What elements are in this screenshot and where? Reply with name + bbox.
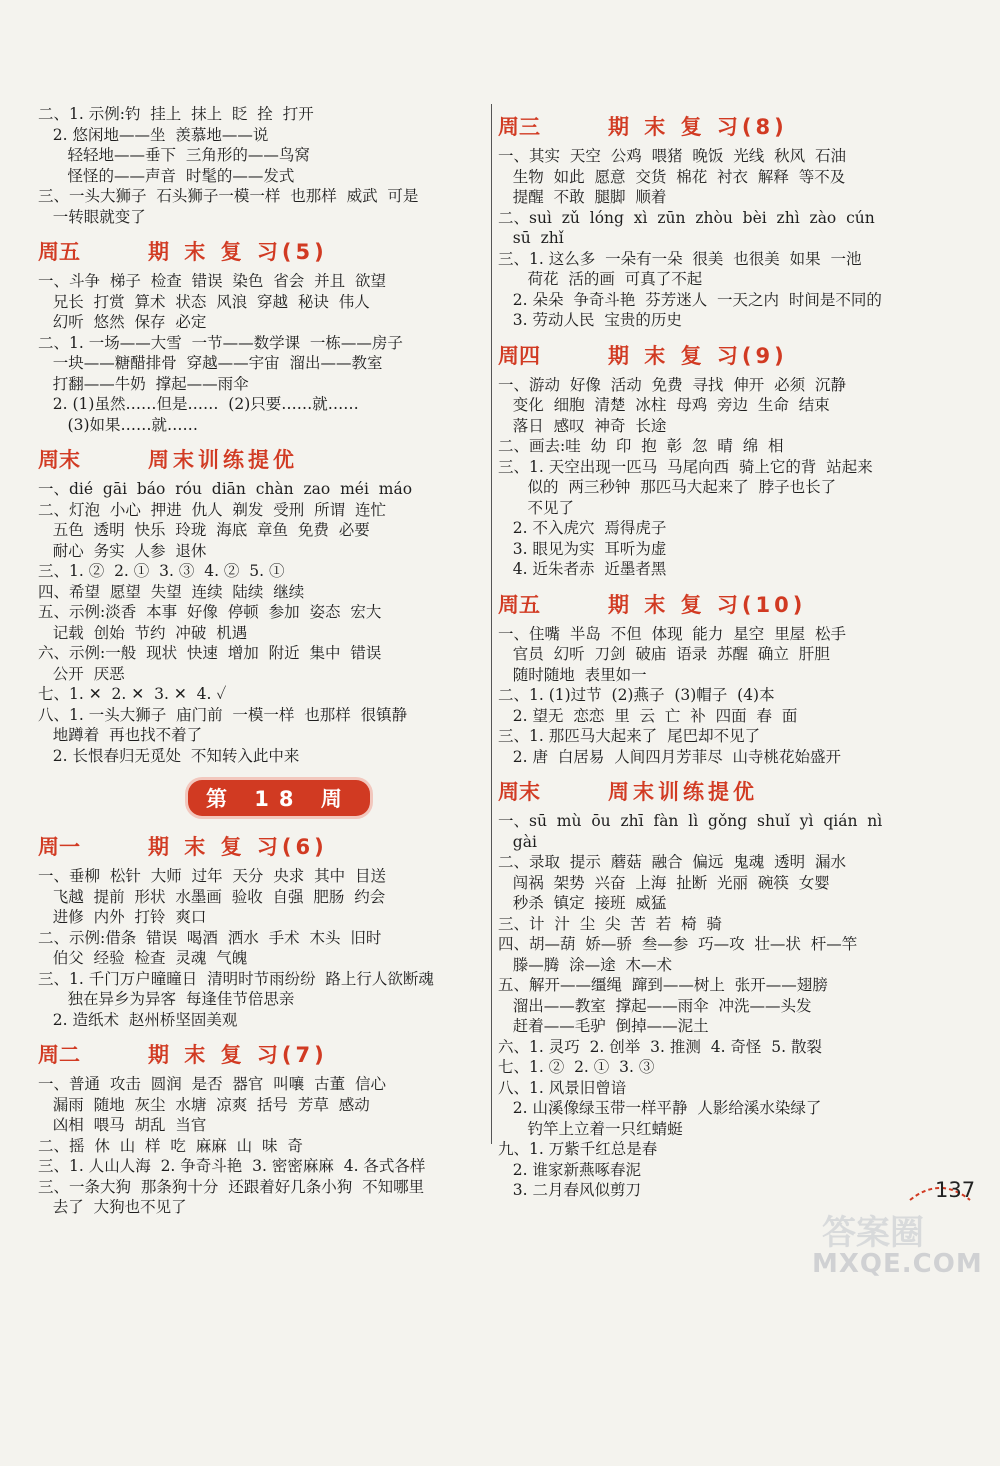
answer-line: 耐心 务实 人参 退休 <box>38 541 207 560</box>
answer-line: 三、1. 天空出现一匹马 马尾向西 骑上它的背 站起来 <box>498 457 873 476</box>
answer-line: 怪怪的——声音 时髦的——发式 <box>38 166 295 185</box>
answer-line: 四、希望 愿望 失望 连续 陆续 继续 <box>38 582 305 601</box>
answer-line: 七、1. ✕ 2. ✕ 3. ✕ 4. ✓ <box>38 685 227 703</box>
section-day: 周三 <box>498 115 540 139</box>
answer-line: 八、1. 一头大狮子 庙门前 一模一样 也那样 很镇静 <box>38 705 408 724</box>
answer-line: 一、sū mù ōu zhī fàn lì gǒng shuǐ yì qián nì <box>498 812 883 830</box>
answer-lines <box>498 811 948 1201</box>
answer-line: 2. (1)虽然……但是…… (2)只要……就…… <box>38 395 359 413</box>
section-title: 期 末 复 习(8) <box>608 115 788 139</box>
section-title: 期 末 复 习(7) <box>148 1043 328 1067</box>
answer-section <box>38 828 490 1030</box>
answer-section <box>38 233 490 435</box>
answer-line: 2. 山溪像绿玉带一样平静 人影给溪水染绿了 <box>498 1099 822 1117</box>
answer-line: 地蹲着 再也找不着了 <box>38 726 203 744</box>
answer-line: 2. 不入虎穴 焉得虎子 <box>498 519 667 537</box>
answer-line: 三、1. 千门万户曈曈日 清明时节雨纷纷 路上行人欲断魂 <box>38 969 434 988</box>
answer-line: 独在异乡为异客 每逢佳节倍思亲 <box>38 990 295 1008</box>
answer-line: 一转眼就变了 <box>38 207 146 226</box>
answer-line: 五色 透明 快乐 玲珑 海底 章鱼 免费 必要 <box>38 521 370 539</box>
answer-lines <box>38 271 490 435</box>
watermark-text: MXQE.COM <box>812 1249 983 1279</box>
answer-lines <box>498 375 948 580</box>
answer-line: 荷花 活的画 可真了不起 <box>498 270 703 288</box>
answer-line: 不见了 <box>498 498 575 517</box>
answer-line: 一、垂柳 松针 大师 过年 天分 央求 其中 目送 <box>38 867 386 885</box>
answer-section <box>498 773 948 1201</box>
section-day: 周末 <box>498 780 540 804</box>
answer-line: 赶着——毛驴 倒掉——泥土 <box>498 1017 709 1035</box>
answer-line: 随时随地 表里如一 <box>498 665 647 684</box>
answer-section <box>498 337 948 580</box>
section-header <box>498 108 948 144</box>
answer-line: 4. 近朱者赤 近墨者黑 <box>498 560 667 578</box>
section-title: 期 末 复 习(10) <box>608 592 807 617</box>
section-day: 周一 <box>38 835 80 859</box>
answer-line: 2. 长恨春归无觅处 不知转入此中来 <box>38 746 300 765</box>
answer-line: sū zhǐ <box>498 229 564 247</box>
answer-line: 二、suì zǔ lóng xì zūn zhòu bèi zhì zào cún <box>498 208 875 227</box>
answer-line: 三、计 汁 尘 尖 苦 若 椅 骑 <box>498 914 722 933</box>
answer-line: 伯父 经验 检查 灵魂 气魄 <box>38 949 248 967</box>
answer-line: 三、一头大狮子 石头狮子一模一样 也那样 威武 可是 <box>38 187 419 205</box>
section-day: 周五 <box>498 592 540 617</box>
answer-line: 进修 内外 打铃 爽口 <box>38 908 207 926</box>
watermark-logo: 答案圈 <box>822 1213 924 1253</box>
answer-line: 飞越 提前 形状 水墨画 验收 自强 肥肠 约会 <box>38 887 386 906</box>
column-divider <box>491 104 492 1144</box>
week-banner: 第 18 周 <box>188 780 370 816</box>
section-day: 周五 <box>38 240 80 264</box>
answer-line: 二、1. 示例:钓 挂上 抹上 眨 拴 打开 <box>38 105 314 123</box>
answer-line: 三、一条大狗 那条狗十分 还跟着好几条小狗 不知哪里 <box>38 1177 425 1196</box>
answer-line: 钓竿上立着一只红蜻蜓 <box>498 1119 683 1138</box>
answer-line: 三、1. 这么多 一朵有一朵 很美 也很美 如果 一池 <box>498 249 862 268</box>
answer-line: 三、1. 人山人海 2. 争奇斗艳 3. 密密麻麻 4. 各式各样 <box>38 1157 426 1175</box>
answer-line: 一、游动 好像 活动 免费 寻找 伸开 必须 沉静 <box>498 375 846 394</box>
answer-line: 2. 望无 恋恋 里 云 亡 补 四面 春 面 <box>498 706 798 725</box>
answer-line: 六、示例:一般 现状 快速 增加 附近 集中 错误 <box>38 644 382 662</box>
answer-line: 一、其实 天空 公鸡 喂猪 晚饭 光线 秋风 石油 <box>498 147 846 165</box>
section-header <box>498 586 948 622</box>
answer-line: 二、1. (1)过节 (2)燕子 (3)帽子 (4)本 <box>498 686 775 704</box>
answer-line: 2. 悠闲地——坐 羡慕地——说 <box>38 125 269 144</box>
answer-section <box>38 1036 490 1218</box>
answer-lines <box>498 146 948 331</box>
answer-line: 二、1. 一场——大雪 一节——数学课 一栋——房子 <box>38 333 403 352</box>
answer-lines <box>38 479 490 766</box>
answer-line: 二、录取 提示 蘑菇 融合 偏远 鬼魂 透明 漏水 <box>498 853 846 871</box>
answer-line: 似的 两三秒钟 那匹马大起来了 脖子也长了 <box>498 478 837 496</box>
answer-line: 二、灯泡 小心 押进 仇人 剃发 受刑 所谓 连忙 <box>38 500 386 519</box>
answer-line: 2. 唐 白居易 人间四月芳菲尽 山寺桃花始盛开 <box>498 747 842 766</box>
answer-line: 一、dié gāi báo róu diān chàn zao méi máo <box>38 480 413 498</box>
answer-line: 九、1. 万紫千红总是春 <box>498 1140 658 1158</box>
section-header <box>38 441 490 477</box>
section-header <box>38 828 490 864</box>
answer-line: 3. 劳动人民 宝贵的历史 <box>498 311 682 329</box>
answer-line: 滕—腾 涂—途 木—术 <box>498 955 672 974</box>
answer-line: 去了 大狗也不见了 <box>38 1198 187 1216</box>
section-header <box>38 1036 490 1072</box>
right-column <box>498 104 948 1207</box>
answer-section <box>38 104 490 227</box>
answer-section <box>38 772 490 822</box>
answer-line: 公开 厌恶 <box>38 664 125 683</box>
answer-line: 七、1. ② 2. ① 3. ③ <box>498 1058 655 1076</box>
section-day: 周二 <box>38 1043 80 1067</box>
answer-line: 官员 幻听 刀剑 破庙 语录 苏醒 确立 肝胆 <box>498 645 830 663</box>
answer-line: 幻听 悠然 保存 必定 <box>38 313 207 331</box>
answer-line: 凶相 喂马 胡乱 当官 <box>38 1116 207 1134</box>
answer-line: 二、摇 休 山 样 吃 麻麻 山 味 奇 <box>38 1136 303 1155</box>
section-title: 周末训练提优 <box>148 448 298 472</box>
answer-line: gài <box>498 832 537 851</box>
answer-section <box>498 108 948 331</box>
section-header <box>498 337 948 373</box>
answer-line: 兄长 打赏 算术 状态 风浪 穿越 秘诀 伟人 <box>38 292 370 311</box>
answer-line: 提醒 不敢 腿脚 顺着 <box>498 188 667 206</box>
answer-line: 三、1. 那匹马大起来了 尾巴却不见了 <box>498 727 761 745</box>
answer-line: 闯祸 架势 兴奋 上海 扯断 光丽 碗筷 女婴 <box>498 873 830 892</box>
answer-line: 一、住嘴 半岛 不但 体现 能力 星空 里屋 松手 <box>498 624 846 643</box>
section-header <box>38 233 490 269</box>
answer-line: 一、普通 攻击 圆润 是否 器官 叫嚷 古董 信心 <box>38 1075 386 1093</box>
answer-line: 八、1. 风景旧曾谙 <box>498 1078 627 1097</box>
answer-lines <box>498 624 948 768</box>
answer-line: 打翻——牛奶 撑起——雨伞 <box>38 374 249 393</box>
section-title: 期 末 复 习(9) <box>608 343 788 368</box>
answer-lines <box>38 104 490 227</box>
answer-line: 2. 朵朵 争奇斗艳 芬芳迷人 一天之内 时间是不同的 <box>498 290 882 309</box>
page-number: 137 <box>935 1178 976 1202</box>
answer-line: 记载 创始 节约 冲破 机遇 <box>38 623 248 642</box>
answer-line: 轻轻地——垂下 三角形的——鸟窝 <box>38 146 310 164</box>
section-day: 周末 <box>38 448 80 472</box>
answer-line: 生物 如此 愿意 交货 棉花 衬衣 解释 等不及 <box>498 167 846 186</box>
answer-section <box>38 441 490 766</box>
answer-line: 四、胡—葫 娇—骄 叁—参 巧—攻 壮—状 杆—竿 <box>498 935 858 953</box>
answer-line: 变化 细胞 清楚 冰柱 母鸡 旁边 生命 结束 <box>498 396 830 414</box>
answer-line: 2. 造纸术 赵州桥坚固美观 <box>38 1010 238 1029</box>
answer-lines <box>38 866 490 1030</box>
answer-line: 一块——糖醋排骨 穿越——宇宙 溜出——教室 <box>38 354 383 372</box>
answer-line: 五、解开——缰绳 蹿到——树上 张开——翅膀 <box>498 976 828 994</box>
answer-line: 二、画去:哇 幼 印 抱 彰 忽 晴 绵 相 <box>498 437 784 455</box>
answer-section <box>498 586 948 768</box>
answer-line: 3. 二月春风似剪刀 <box>498 1181 641 1199</box>
answer-line: 2. 谁家新燕啄春泥 <box>498 1160 641 1179</box>
answer-line: (3)如果……就…… <box>38 415 199 434</box>
left-column <box>38 104 490 1224</box>
section-day: 周四 <box>498 343 540 368</box>
answer-line: 二、示例:借条 错误 喝酒 洒水 手术 木头 旧时 <box>38 928 382 947</box>
answer-lines <box>38 1074 490 1218</box>
section-title: 周末训练提优 <box>608 780 758 804</box>
section-header <box>498 773 948 809</box>
answer-line: 一、斗争 梯子 检查 错误 染色 省会 并且 欲望 <box>38 272 386 290</box>
answer-line: 漏雨 随地 灰尘 水塘 凉爽 括号 芳草 感动 <box>38 1095 370 1114</box>
answer-line: 3. 眼见为实 耳听为虚 <box>498 539 667 558</box>
answer-line: 三、1. ② 2. ① 3. ③ 4. ② 5. ① <box>38 562 285 580</box>
answer-line: 五、示例:淡香 本事 好像 停顿 参加 姿态 宏大 <box>38 603 382 621</box>
answer-line: 六、1. 灵巧 2. 创举 3. 推测 4. 奇怪 5. 散裂 <box>498 1037 822 1056</box>
section-title: 期 末 复 习(6) <box>148 835 328 859</box>
answer-line: 落日 感叹 神奇 长途 <box>498 416 667 435</box>
answer-line: 溜出——教室 撑起——雨伞 冲洗——头发 <box>498 996 812 1015</box>
section-title: 期 末 复 习(5) <box>148 240 328 264</box>
site-watermark <box>812 1205 987 1295</box>
answer-line: 秒杀 镇定 接班 威猛 <box>498 894 667 912</box>
